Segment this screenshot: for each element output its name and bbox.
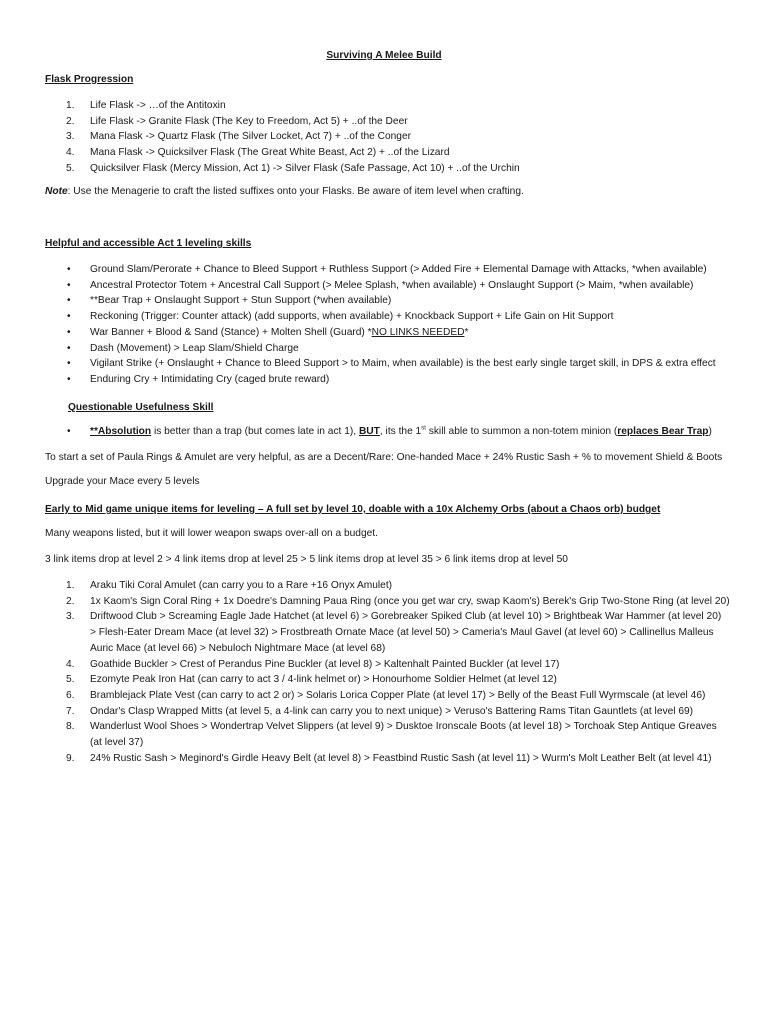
questionable-skill-heading: Questionable Usefulness Skill (68, 402, 214, 413)
flask-list (45, 98, 735, 177)
weapons-paragraph: Many weapons listed, but it will lower weapon swaps over-all on a budget. (45, 528, 378, 539)
list-item: • **Absolution is better than a trap (but comes late in act 1), BUT, its the 1st skill able to summon a non-totem minion (replaces Bear Trap) (67, 425, 712, 437)
link-items-paragraph: 3 link items drop at level 2 > 4 link items drop at level 25 > 5 link items drop at level 35 > 6 link items drop at level 50 (45, 554, 568, 565)
list-item: 1. Life Flask -> …of the Antitoxin (66, 100, 226, 111)
questionable-skill-list (45, 424, 735, 440)
list-item: • Dash (Movement) > Leap Slam/Shield Charge (67, 342, 299, 354)
list-item-continuation: > Flesh-Eater Dream Mace (at level 32) > Frostbreath Ornate Mace (at level 50) > Cameria's Maul Gavel (at level 60) > Callinellus Malleus (90, 627, 714, 639)
list-item: 3. Mana Flask -> Quartz Flask (The Silver Locket, Act 7) + ..of the Conger (66, 131, 412, 143)
list-item: • Ground Slam/Perorate + Chance to Bleed Support + Ruthless Support (> Added Fire + Elemental Damage with Attacks, *when available) (67, 264, 707, 275)
upgrade-mace-paragraph: Upgrade your Mace every 5 levels (45, 476, 200, 487)
unique-items-list (45, 578, 735, 766)
list-item: • Vigilant Strike (+ Onslaught + Chance to Bleed Support > to Maim, when available) is the best early single target skill, in DPS & extra effect (67, 358, 716, 370)
list-item: • War Banner + Blood & Sand (Stance) + Molten Shell (Guard) *NO LINKS NEEDED* (67, 326, 469, 338)
list-item: • Enduring Cry + Intimidating Cry (caged brute reward) (67, 373, 330, 385)
list-item: 2. 1x Kaom's Sign Coral Ring + 1x Doedre's Damning Paua Ring (once you get war cry, swap Kaom's) Berek's Grip Two-Stone Ring (at level 20) (66, 595, 730, 607)
absolution-skill: **Absolution (90, 426, 152, 437)
list-item: 7. Ondar's Clasp Wrapped Mitts (at level 5, a 4-link can carry you to next unique) > Veruso's Battering Rams Titan Gauntlets (at level 69) (66, 705, 694, 717)
flask-progression-heading: Flask Progression (45, 74, 134, 85)
list-item: 5. Ezomyte Peak Iron Hat (can carry to act 3 / 4-link helmet or) > Honourhome Soldier Helmet (at level 12) (66, 674, 557, 686)
document-title: Surviving A Melee Build (326, 50, 442, 61)
no-links-needed: NO LINKS NEEDED (371, 326, 465, 338)
list-item: • **Bear Trap + Onslaught Support + Stun Support (*when available) (67, 295, 392, 307)
list-item: 5. Quicksilver Flask (Mercy Mission, Act 1) -> Silver Flask (Safe Passage, Act 10) + ..of the Urchin (66, 162, 520, 174)
list-item: • Reckoning (Trigger: Counter attack) (add supports, when available) + Knockback Support + Life Gain on Hit Support (67, 311, 614, 323)
list-item: 4. Mana Flask -> Quicksilver Flask (The Great White Beast, Act 2) + ..of the Lizard (66, 147, 450, 159)
list-item: 9. 24% Rustic Sash > Meginord's Girdle Heavy Belt (at level 8) > Feastbind Rustic Sash (at level 11) > Wurm's Molt Leather Belt (at level 41) (66, 752, 712, 764)
flask-note: Note: Use the Menagerie to craft the listed suffixes onto your Flasks. Be aware of item level when crafting. (45, 186, 524, 197)
list-item: 1. Araku Tiki Coral Amulet (can carry you to a Rare +16 Onyx Amulet) (66, 580, 393, 591)
list-item: 3. Driftwood Club > Screaming Eagle Jade Hatchet (at level 6) > Gorebreaker Spiked Club (at level 10) > Brightbeak War Hammer (at level 20) (66, 611, 722, 623)
list-item: • Ancestral Protector Totem + Ancestral Call Support (> Melee Splash, *when available) + Onslaught Support (> Maim, *when available) (67, 279, 694, 291)
act1-skills-list (45, 262, 735, 388)
list-item-continuation: Auric Mace (at level 66) > Nebuloch Nightmare Mace (at level 68) (90, 642, 386, 654)
list-item: 6. Bramblejack Plate Vest (can carry to act 2 or) > Solaris Lorica Copper Plate (at level 17) > Belly of the Beast Full Wyrmscale (at level 46) (66, 689, 706, 701)
list-item-continuation: (at level 37) (90, 737, 144, 749)
list-item: 8. Wanderlust Wool Shoes > Wondertrap Velvet Slippers (at level 9) > Dusktoe Ironscale Boots (at level 18) > Torchoak Step Antique Greaves (66, 721, 717, 733)
act1-skills-heading: Helpful and accessible Act 1 leveling skills (45, 238, 252, 249)
rings-paragraph: To start a set of Paula Rings & Amulet are very helpful, as are a Decent/Rare: One-handed Mace + 24% Rustic Sash + % to movement Shield & Boots (45, 452, 723, 463)
unique-items-heading: Early to Mid game unique items for leveling – A full set by level 10, doable with a 10x Alchemy Orbs (about a Chaos orb) budget (45, 504, 661, 515)
list-item: 2. Life Flask -> Granite Flask (The Key to Freedom, Act 5) + ..of the Deer (66, 115, 408, 127)
list-item: 4. Goathide Buckler > Crest of Perandus Pine Buckler (at level 8) > Kaltenhalt Painted Buckler (at level 17) (66, 658, 560, 670)
